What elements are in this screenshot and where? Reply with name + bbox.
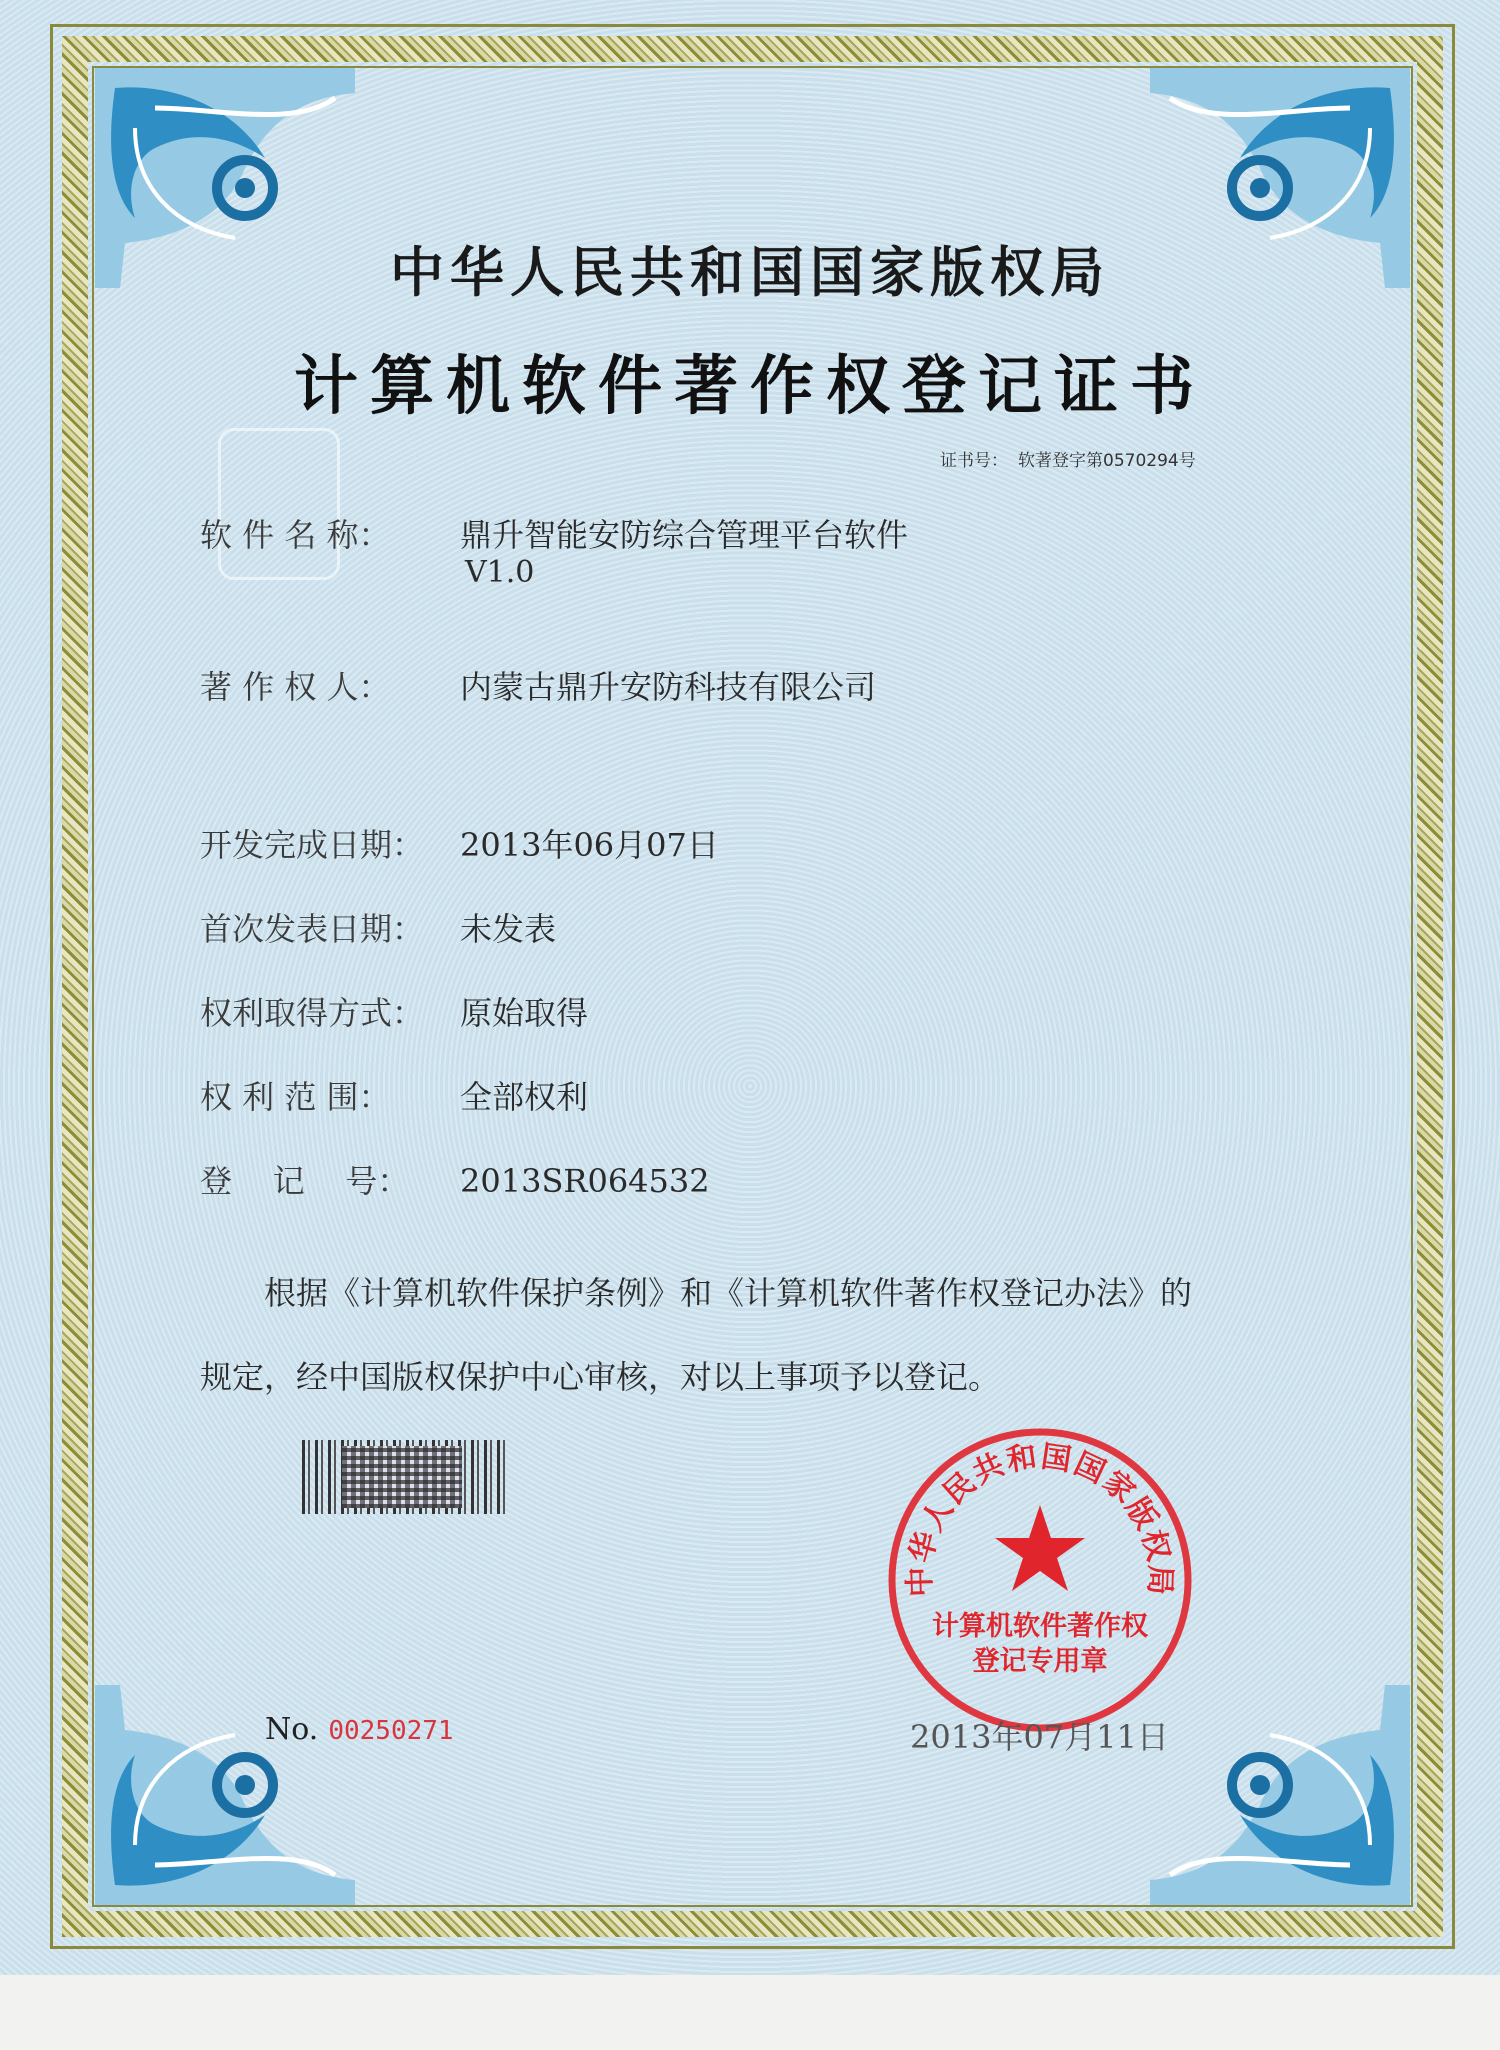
software-name-value: 鼎升智能安防综合管理平台软件 [460, 516, 909, 554]
certificate-title: 计算机软件著作权登记证书 [294, 349, 1206, 424]
certificate-number-label: 证书号： [940, 451, 1008, 471]
software-name-label: 软 件 名 称： [200, 516, 391, 554]
barcode [302, 1440, 510, 1514]
field-software-name [200, 510, 908, 556]
rights-scope-label: 权 利 范 围： [200, 1078, 391, 1116]
seal-outer-text: 中华人民共和国国家版权局 [902, 1439, 1178, 1598]
publish-date-value: 未发表 [460, 910, 557, 948]
seal-inner-line-1: 计算机软件著作权 [932, 1611, 1148, 1642]
field-acquire-method [200, 988, 588, 1034]
serial-number-value: 00250271 [328, 1716, 454, 1746]
seal-star-icon [995, 1505, 1085, 1591]
issuing-authority: 中华人民共和国国家版权局 [390, 240, 1110, 304]
field-owner [200, 662, 876, 708]
body-text-line-2: 规定，经中国版权保护中心审核，对以上事项予以登记。 [200, 1358, 1001, 1396]
software-version: V1.0 [465, 555, 535, 590]
dev-date-label: 开发完成日期： [200, 826, 425, 864]
issue-date: 2013年07月11日 [910, 1718, 1169, 1756]
registration-number-value: 2013SR064532 [460, 1162, 710, 1200]
field-registration-number [200, 1156, 710, 1202]
body-text-line-1: 根据《计算机软件保护条例》和《计算机软件著作权登记办法》的 [264, 1274, 1193, 1312]
field-publish-date [200, 904, 556, 950]
publish-date-label: 首次发表日期： [200, 910, 425, 948]
dev-date-value: 2013年06月07日 [460, 826, 719, 864]
serial-number-label: No. [265, 1712, 319, 1747]
serial-number [265, 1712, 454, 1747]
certificate-number-value: 软著登字第0570294号 [1018, 451, 1196, 471]
owner-value: 内蒙古鼎升安防科技有限公司 [460, 668, 877, 706]
acquire-method-value: 原始取得 [460, 994, 589, 1032]
certificate-number [930, 446, 1196, 471]
seal-inner-line-2: 登记专用章 [972, 1646, 1108, 1677]
field-rights-scope [200, 1072, 588, 1118]
watermark-emblem [218, 428, 340, 580]
registration-number-label: 登 记 号： [200, 1162, 410, 1200]
official-seal [885, 1425, 1195, 1735]
owner-label: 著 作 权 人： [200, 668, 391, 706]
rights-scope-value: 全部权利 [460, 1078, 589, 1116]
acquire-method-label: 权利取得方式： [200, 994, 425, 1032]
field-dev-date [200, 820, 719, 866]
